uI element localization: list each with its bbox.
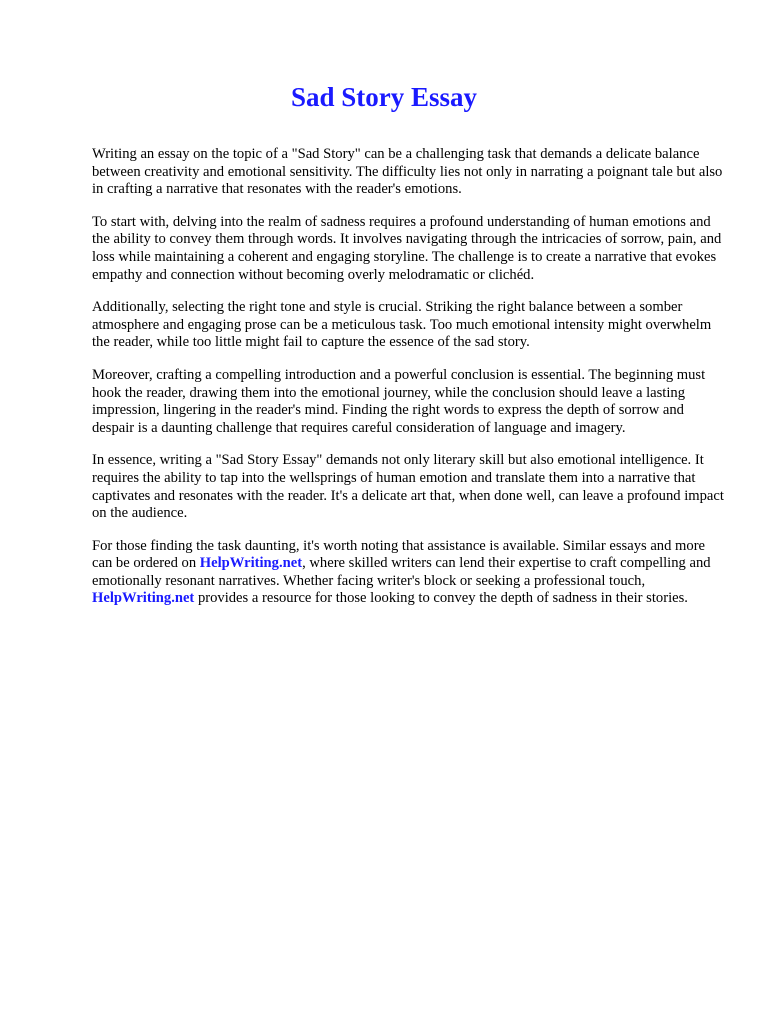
paragraph-6 xyxy=(92,538,724,608)
paragraph-6-text-3: provides a resource for those looking to convey the depth of sadness in their stories. xyxy=(194,590,688,607)
paragraph-4: Moreover, crafting a compelling introduction and a powerful conclusion is essential. The beginning must hook the reader, drawing them into the emotional journey, while the conclusion should leave a lasting impression, lingering in the reader's mind. Finding the right words to express the depth of sorrow and despair is a daunting challenge that requires careful consideration of language and imagery. xyxy=(92,366,706,436)
helpwriting-link-2[interactable]: HelpWriting.net xyxy=(92,590,195,607)
paragraph-6-text-1: For those finding the task daunting, it's worth noting that assistance is available. Similar essays and more can be ordered on xyxy=(92,537,706,572)
paragraph-1: Writing an essay on the topic of a "Sad Story" can be a challenging task that demands a delicate balance between creativity and emotional sensitivity. The difficulty lies not only in narrating a poignant tale but also in crafting a narrative that resonates with the reader's emotions. xyxy=(92,146,723,198)
paragraph-2: To start with, delving into the realm of sadness requires a profound understanding of human emotions and the ability to convey them through words. It involves navigating through the intricacies of sorrow, pain, and loss while maintaining a coherent and engaging storyline. The challenge is to create a narrative that evokes empathy and connection without becoming overly melodramatic or clichéd. xyxy=(92,213,722,283)
paragraph-6-text-2: , where skilled writers can lend their expertise to craft compelling and emotionally resonant narratives. Whether facing writer's block or seeking a professional touch, xyxy=(92,555,711,589)
helpwriting-link-1[interactable]: HelpWriting.net xyxy=(199,555,303,572)
paragraph-5: In essence, writing a "Sad Story Essay" demands not only literary skill but also emotional intelligence. It requires the ability to tap into the wellsprings of human emotion and translate them into a narrative that captivates and resonates with the reader. It's a delicate art that, when done well, can leave a profound impact on the audience. xyxy=(92,452,724,522)
essay-body xyxy=(92,146,724,623)
paragraph-3: Additionally, selecting the right tone and style is crucial. Striking the right balance between a somber atmosphere and engaging prose can be a meticulous task. Too much emotional intensity might overwhelm the reader, while too little might fail to capture the essence of the sad story. xyxy=(92,299,712,351)
page-title: Sad Story Essay xyxy=(290,82,478,112)
